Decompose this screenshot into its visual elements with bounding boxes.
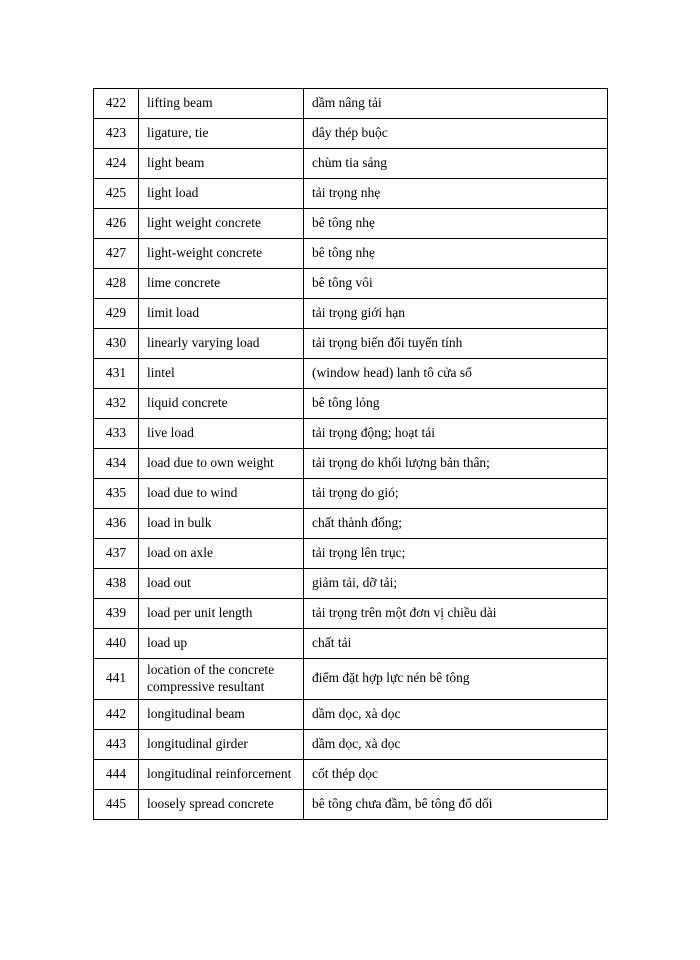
translation-cell: chất thành đống; bbox=[304, 509, 608, 539]
term-cell: light-weight concrete bbox=[139, 239, 304, 269]
row-number-cell: 427 bbox=[94, 239, 139, 269]
table-row bbox=[94, 699, 608, 729]
table-row bbox=[94, 269, 608, 299]
term-cell: longitudinal reinforcement bbox=[139, 759, 304, 789]
term-cell: longitudinal girder bbox=[139, 729, 304, 759]
row-number-cell: 433 bbox=[94, 419, 139, 449]
term-cell: limit load bbox=[139, 299, 304, 329]
row-number-cell: 438 bbox=[94, 569, 139, 599]
translation-cell: bê tông chưa đầm, bê tông đổ dối bbox=[304, 789, 608, 819]
row-number-cell: 434 bbox=[94, 449, 139, 479]
row-number-cell: 442 bbox=[94, 699, 139, 729]
table-row bbox=[94, 89, 608, 119]
translation-cell: (window head) lanh tô cửa sổ bbox=[304, 359, 608, 389]
row-number-cell: 435 bbox=[94, 479, 139, 509]
term-cell: lifting beam bbox=[139, 89, 304, 119]
translation-cell: bê tông vôi bbox=[304, 269, 608, 299]
translation-cell: bê tông nhẹ bbox=[304, 209, 608, 239]
row-number-cell: 424 bbox=[94, 149, 139, 179]
row-number-cell: 437 bbox=[94, 539, 139, 569]
table-row bbox=[94, 629, 608, 659]
table-row bbox=[94, 729, 608, 759]
translation-cell: tải trọng nhẹ bbox=[304, 179, 608, 209]
table-row bbox=[94, 239, 608, 269]
table-row bbox=[94, 479, 608, 509]
translation-cell: chùm tia sáng bbox=[304, 149, 608, 179]
table-row bbox=[94, 789, 608, 819]
table-row bbox=[94, 569, 608, 599]
row-number-cell: 439 bbox=[94, 599, 139, 629]
term-cell: load per unit length bbox=[139, 599, 304, 629]
row-number-cell: 431 bbox=[94, 359, 139, 389]
table-row bbox=[94, 539, 608, 569]
term-cell: light beam bbox=[139, 149, 304, 179]
table-row bbox=[94, 419, 608, 449]
term-cell: load due to wind bbox=[139, 479, 304, 509]
term-cell: lintel bbox=[139, 359, 304, 389]
row-number-cell: 428 bbox=[94, 269, 139, 299]
table-row bbox=[94, 359, 608, 389]
term-cell: ligature, tie bbox=[139, 119, 304, 149]
row-number-cell: 425 bbox=[94, 179, 139, 209]
table-row bbox=[94, 509, 608, 539]
row-number-cell: 440 bbox=[94, 629, 139, 659]
row-number-cell: 429 bbox=[94, 299, 139, 329]
table-row bbox=[94, 759, 608, 789]
translation-cell: tải trọng trên một đơn vị chiều dài bbox=[304, 599, 608, 629]
translation-cell: tải trọng lên trục; bbox=[304, 539, 608, 569]
table-row bbox=[94, 209, 608, 239]
row-number-cell: 423 bbox=[94, 119, 139, 149]
term-cell: load out bbox=[139, 569, 304, 599]
translation-cell: dầm nâng tải bbox=[304, 89, 608, 119]
translation-cell: điểm đặt hợp lực nén bê tông bbox=[304, 659, 608, 700]
translation-cell: tải trọng do khối lượng bản thân; bbox=[304, 449, 608, 479]
table-row bbox=[94, 329, 608, 359]
translation-cell: bê tông nhẹ bbox=[304, 239, 608, 269]
term-cell: longitudinal beam bbox=[139, 699, 304, 729]
table-row bbox=[94, 659, 608, 700]
translation-cell: dây thép buộc bbox=[304, 119, 608, 149]
term-cell: load in bulk bbox=[139, 509, 304, 539]
translation-cell: tải trọng do gió; bbox=[304, 479, 608, 509]
term-cell: linearly varying load bbox=[139, 329, 304, 359]
glossary-table bbox=[93, 88, 608, 820]
row-number-cell: 445 bbox=[94, 789, 139, 819]
translation-cell: dầm dọc, xà dọc bbox=[304, 729, 608, 759]
row-number-cell: 441 bbox=[94, 659, 139, 700]
term-cell: load due to own weight bbox=[139, 449, 304, 479]
term-cell: light load bbox=[139, 179, 304, 209]
table-row bbox=[94, 599, 608, 629]
translation-cell: dầm dọc, xà dọc bbox=[304, 699, 608, 729]
row-number-cell: 426 bbox=[94, 209, 139, 239]
term-cell: light weight concrete bbox=[139, 209, 304, 239]
translation-cell: tải trọng giới hạn bbox=[304, 299, 608, 329]
translation-cell: tải trọng động; hoạt tải bbox=[304, 419, 608, 449]
table-row bbox=[94, 119, 608, 149]
term-cell: lime concrete bbox=[139, 269, 304, 299]
row-number-cell: 432 bbox=[94, 389, 139, 419]
term-cell: liquid concrete bbox=[139, 389, 304, 419]
row-number-cell: 422 bbox=[94, 89, 139, 119]
translation-cell: tải trọng biến đổi tuyến tính bbox=[304, 329, 608, 359]
term-cell: load up bbox=[139, 629, 304, 659]
row-number-cell: 443 bbox=[94, 729, 139, 759]
table-row bbox=[94, 179, 608, 209]
translation-cell: giảm tải, dỡ tải; bbox=[304, 569, 608, 599]
row-number-cell: 436 bbox=[94, 509, 139, 539]
translation-cell: chất tải bbox=[304, 629, 608, 659]
term-cell: loosely spread concrete bbox=[139, 789, 304, 819]
table-row bbox=[94, 449, 608, 479]
table-row bbox=[94, 149, 608, 179]
glossary-table-body bbox=[94, 89, 608, 820]
term-cell: location of the concrete compressive resultant bbox=[139, 659, 304, 700]
term-cell: live load bbox=[139, 419, 304, 449]
translation-cell: cốt thép dọc bbox=[304, 759, 608, 789]
term-cell: load on axle bbox=[139, 539, 304, 569]
row-number-cell: 444 bbox=[94, 759, 139, 789]
table-row bbox=[94, 299, 608, 329]
row-number-cell: 430 bbox=[94, 329, 139, 359]
table-row bbox=[94, 389, 608, 419]
translation-cell: bê tông lỏng bbox=[304, 389, 608, 419]
